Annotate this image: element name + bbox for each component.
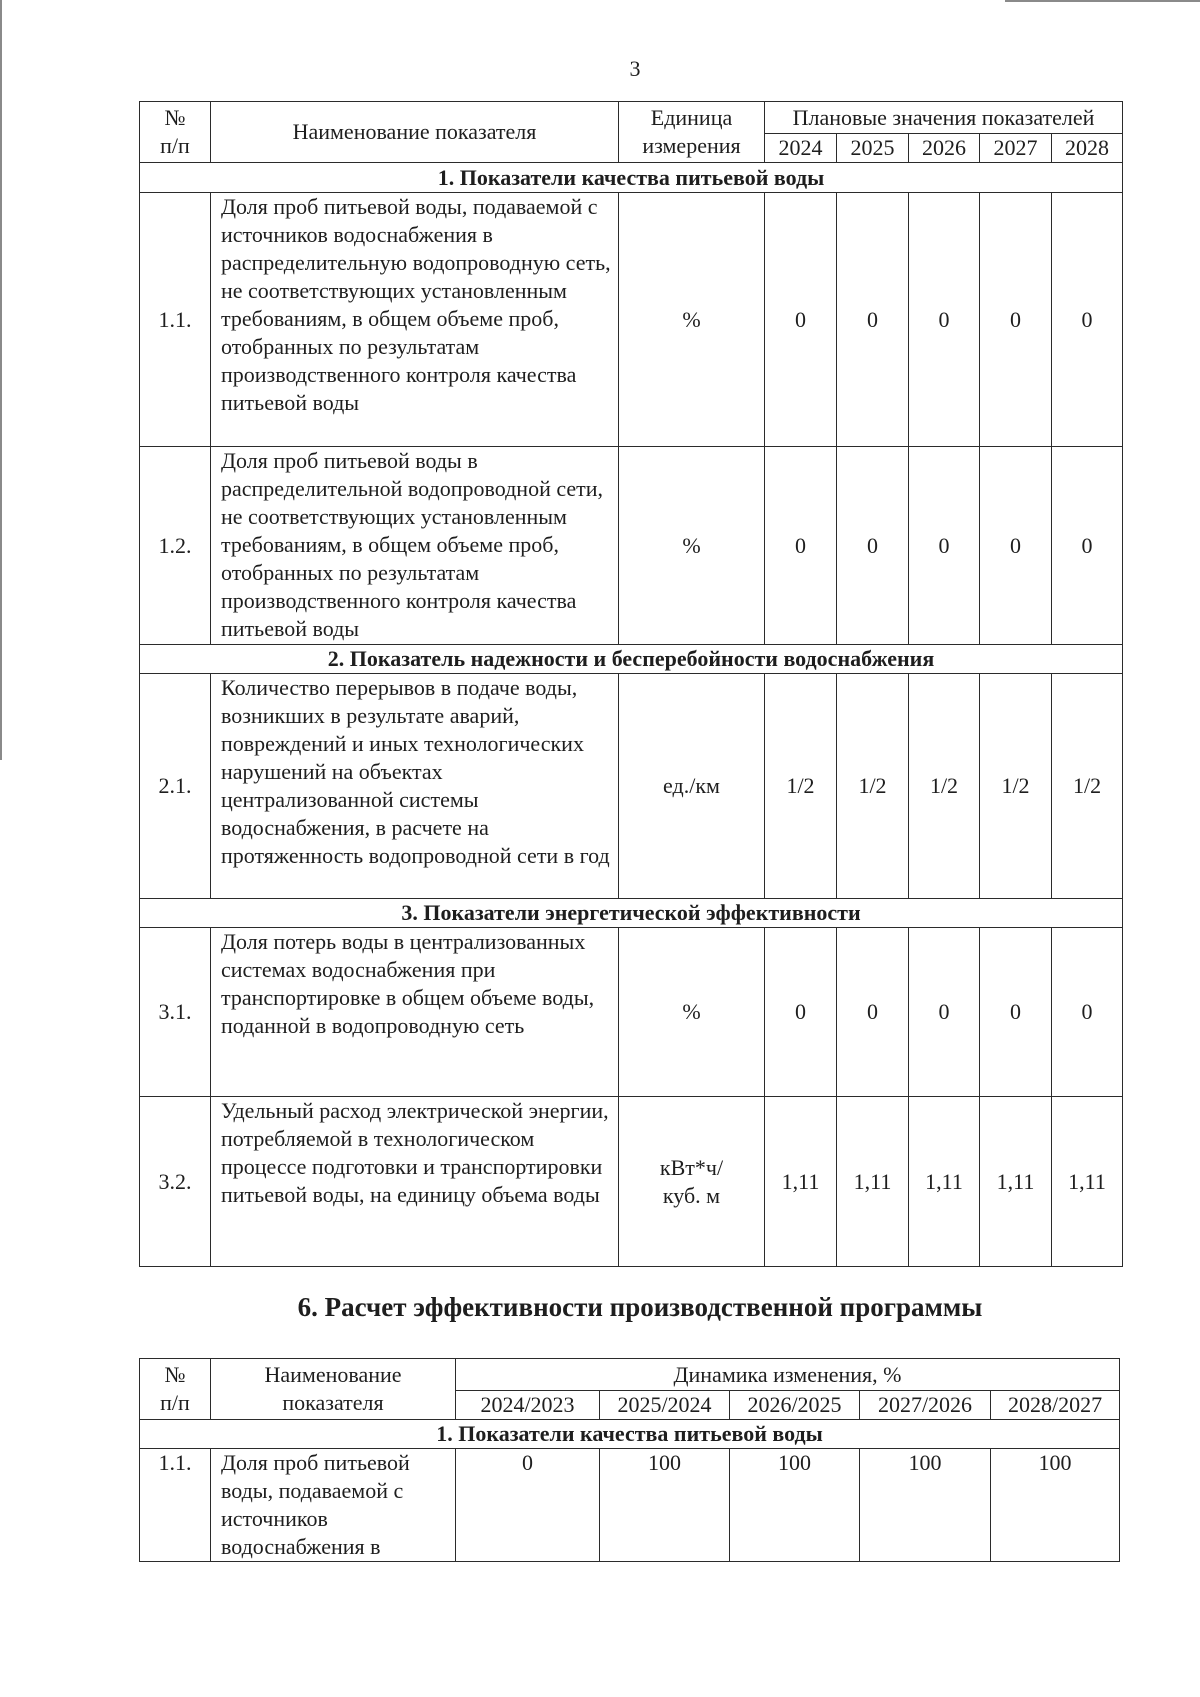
row-value: 0 (1052, 928, 1123, 1097)
header-year: 2027 (980, 134, 1052, 163)
scan-edge-left (0, 0, 2, 760)
row-value: 0 (837, 193, 909, 447)
row-unit: % (619, 193, 765, 447)
section-title: 1. Показатели качества питьевой воды (140, 1420, 1120, 1449)
row-unit: % (619, 928, 765, 1097)
page-number: 3 (629, 56, 641, 81)
row-name: Удельный расход электрической энергии, потребляемой в технологическом процессе подготовки и транспортировки питьевой воды, на единицу объема воды (211, 1097, 619, 1267)
header-year: 2024 (765, 134, 837, 163)
row-num: 3.2. (140, 1097, 211, 1267)
row-value: 0 (456, 1449, 600, 1562)
header-period: 2025/2024 (600, 1391, 730, 1420)
row-value: 0 (1052, 193, 1123, 447)
section-title: 2. Показатель надежности и бесперебойности водоснабжения (140, 645, 1123, 674)
header-period: 2026/2025 (730, 1391, 860, 1420)
row-value: 1,11 (837, 1097, 909, 1267)
row-unit: % (619, 447, 765, 645)
row-value: 1/2 (837, 674, 909, 899)
row-value: 0 (980, 928, 1052, 1097)
header-name: Наименование показателя (211, 102, 619, 163)
header-period: 2028/2027 (991, 1391, 1120, 1420)
table-row (140, 1097, 1123, 1267)
header-period: 2024/2023 (456, 1391, 600, 1420)
row-value: 0 (1052, 447, 1123, 645)
row-value: 0 (980, 193, 1052, 447)
header-plan-group: Плановые значения показателей (765, 102, 1123, 134)
section-title: 1. Показатели качества питьевой воды (140, 163, 1123, 193)
table-row (140, 193, 1123, 447)
row-name: Доля потерь воды в централизованных системах водоснабжения при транспортировке в общем объеме воды, поданной в водопроводную сеть (211, 928, 619, 1097)
table-row (140, 928, 1123, 1097)
efficiency-calculation-table (139, 1358, 1120, 1562)
planned-indicators-table (139, 101, 1123, 1267)
section6-title: 6. Расчет эффективности производственной программы (297, 1292, 983, 1322)
header-num: № п/п (140, 102, 211, 163)
row-num: 1.2. (140, 447, 211, 645)
table-row (140, 447, 1123, 645)
row-value: 0 (837, 447, 909, 645)
row-value: 0 (765, 928, 837, 1097)
row-value: 100 (991, 1449, 1120, 1562)
row-value: 0 (980, 447, 1052, 645)
row-value: 1/2 (909, 674, 980, 899)
row-value: 0 (909, 193, 980, 447)
table-row (140, 674, 1123, 899)
row-value: 1,11 (1052, 1097, 1123, 1267)
row-unit: ед./км (619, 674, 765, 899)
row-value: 0 (909, 928, 980, 1097)
header-name: Наименование показателя (211, 1359, 456, 1420)
header-year: 2025 (837, 134, 909, 163)
row-value: 0 (909, 447, 980, 645)
row-value: 0 (837, 928, 909, 1097)
row-value: 1/2 (980, 674, 1052, 899)
row-num: 3.1. (140, 928, 211, 1097)
header-num: № п/п (140, 1359, 211, 1420)
row-name: Доля проб питьевой воды, подаваемой с источников водоснабжения в (211, 1449, 456, 1562)
table-row (140, 1449, 1120, 1562)
header-period: 2027/2026 (860, 1391, 991, 1420)
row-unit: кВт*ч/ куб. м (619, 1097, 765, 1267)
header-year: 2028 (1052, 134, 1123, 163)
row-value: 100 (730, 1449, 860, 1562)
row-value: 1/2 (1052, 674, 1123, 899)
row-name: Доля проб питьевой воды, подаваемой с источников водоснабжения в распределительную водопроводную сеть, не соответствующих установленным требованиям, в общем объеме проб, отобранных по результатам производственного контроля качества питьевой воды (211, 193, 619, 447)
row-value: 1,11 (980, 1097, 1052, 1267)
row-value: 100 (860, 1449, 991, 1562)
row-value: 100 (600, 1449, 730, 1562)
row-num: 1.1. (140, 193, 211, 447)
header-dynamics-group: Динамика изменения, % (456, 1359, 1120, 1391)
row-value: 1,11 (765, 1097, 837, 1267)
row-value: 0 (765, 447, 837, 645)
row-num: 1.1. (140, 1449, 211, 1562)
scan-edge-top (1005, 0, 1200, 2)
row-value: 1,11 (909, 1097, 980, 1267)
row-num: 2.1. (140, 674, 211, 899)
header-year: 2026 (909, 134, 980, 163)
row-name: Доля проб питьевой воды в распределительной водопроводной сети, не соответствующих установленным требованиям, в общем объеме проб, отобранных по результатам производственного контроля качества питьевой воды (211, 447, 619, 645)
row-value: 0 (765, 193, 837, 447)
section-title: 3. Показатели энергетической эффективности (140, 899, 1123, 928)
row-name: Количество перерывов в подаче воды, возникших в результате аварий, повреждений и иных технологических нарушений на объектах централизованной системы водоснабжения, в расчете на протяженность водопроводной сети в год (211, 674, 619, 899)
row-value: 1/2 (765, 674, 837, 899)
header-unit: Единица измерения (619, 102, 765, 163)
